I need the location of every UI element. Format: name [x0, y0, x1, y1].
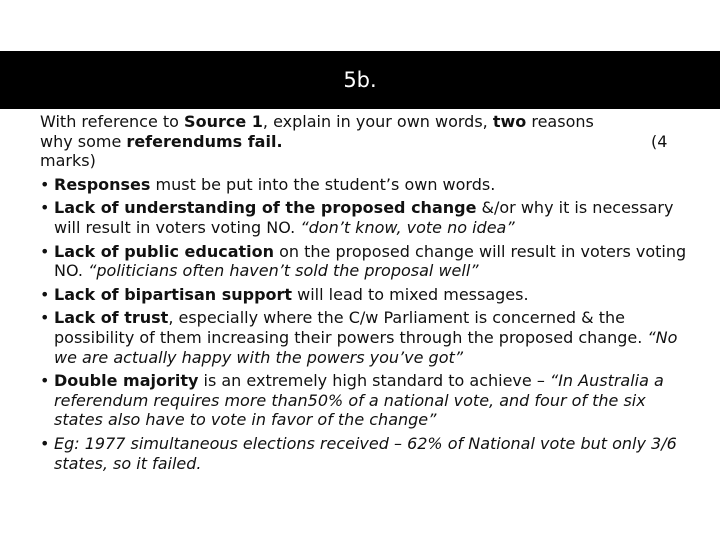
point-quote: “don’t know, vote no idea”	[300, 217, 515, 237]
point-text: on the proposed change will result in voters voting NO.	[54, 241, 687, 281]
point-key: Lack of trust	[54, 308, 169, 328]
answer-point	[40, 371, 690, 430]
marks-value: (4	[651, 131, 668, 151]
point-quote: “politicians often haven’t sold the proposal well”	[88, 261, 479, 281]
intro-text: , explain in your own words,	[262, 112, 493, 131]
intro-text: With reference to	[40, 112, 185, 131]
point-key: Double majority	[54, 371, 199, 391]
answer-point	[40, 175, 690, 195]
answer-point	[40, 242, 690, 281]
question-prompt	[40, 112, 690, 171]
bullet-icon: •	[40, 174, 50, 194]
point-quote: “No we are actually happy with the powers you’ve got”	[54, 327, 678, 367]
intro-topic: referendums fail.	[126, 131, 283, 151]
answer-points-list	[40, 175, 690, 473]
point-key: Lack of public education	[54, 241, 275, 261]
point-text: is an extremely high standard to achieve –	[198, 371, 550, 391]
slide-body	[40, 112, 690, 473]
bullet-icon: •	[40, 241, 50, 261]
point-text: will lead to mixed messages.	[292, 284, 529, 304]
point-key: Responses	[54, 174, 151, 194]
answer-point	[40, 308, 690, 367]
point-example: Eg: 1977 simultaneous elections received – 62% of National vote but only 3/6 states, so it failed.	[54, 433, 677, 473]
slide-title: 5b.	[343, 68, 377, 92]
answer-point	[40, 198, 690, 237]
answer-point	[40, 285, 690, 305]
slide-title-bar	[0, 51, 720, 109]
intro-text: why some	[40, 131, 127, 151]
point-key: Lack of bipartisan support	[54, 284, 293, 304]
point-key: Lack of understanding of the proposed change	[54, 198, 477, 218]
point-quote: “In Australia a referendum requires more than50% of a national vote, and four of the six states also have to vote in favor of the change”	[54, 371, 664, 430]
intro-text: reasons	[526, 112, 594, 131]
bullet-icon: •	[40, 433, 50, 453]
point-text: must be put into the student’s own words.	[150, 174, 496, 194]
bullet-icon: •	[40, 371, 50, 391]
point-text: , especially where the C/w Parliament is concerned & the possibility of them increasing their powers through the proposed change.	[54, 308, 648, 347]
bullet-icon: •	[40, 308, 50, 328]
marks-label: marks)	[40, 151, 96, 171]
answer-point	[40, 434, 690, 473]
intro-count: two	[492, 112, 527, 131]
bullet-icon: •	[40, 284, 50, 304]
intro-source-ref: Source 1	[184, 112, 263, 131]
bullet-icon: •	[40, 198, 50, 218]
point-text: &/or why it is necessary will result in voters voting NO.	[54, 198, 674, 237]
